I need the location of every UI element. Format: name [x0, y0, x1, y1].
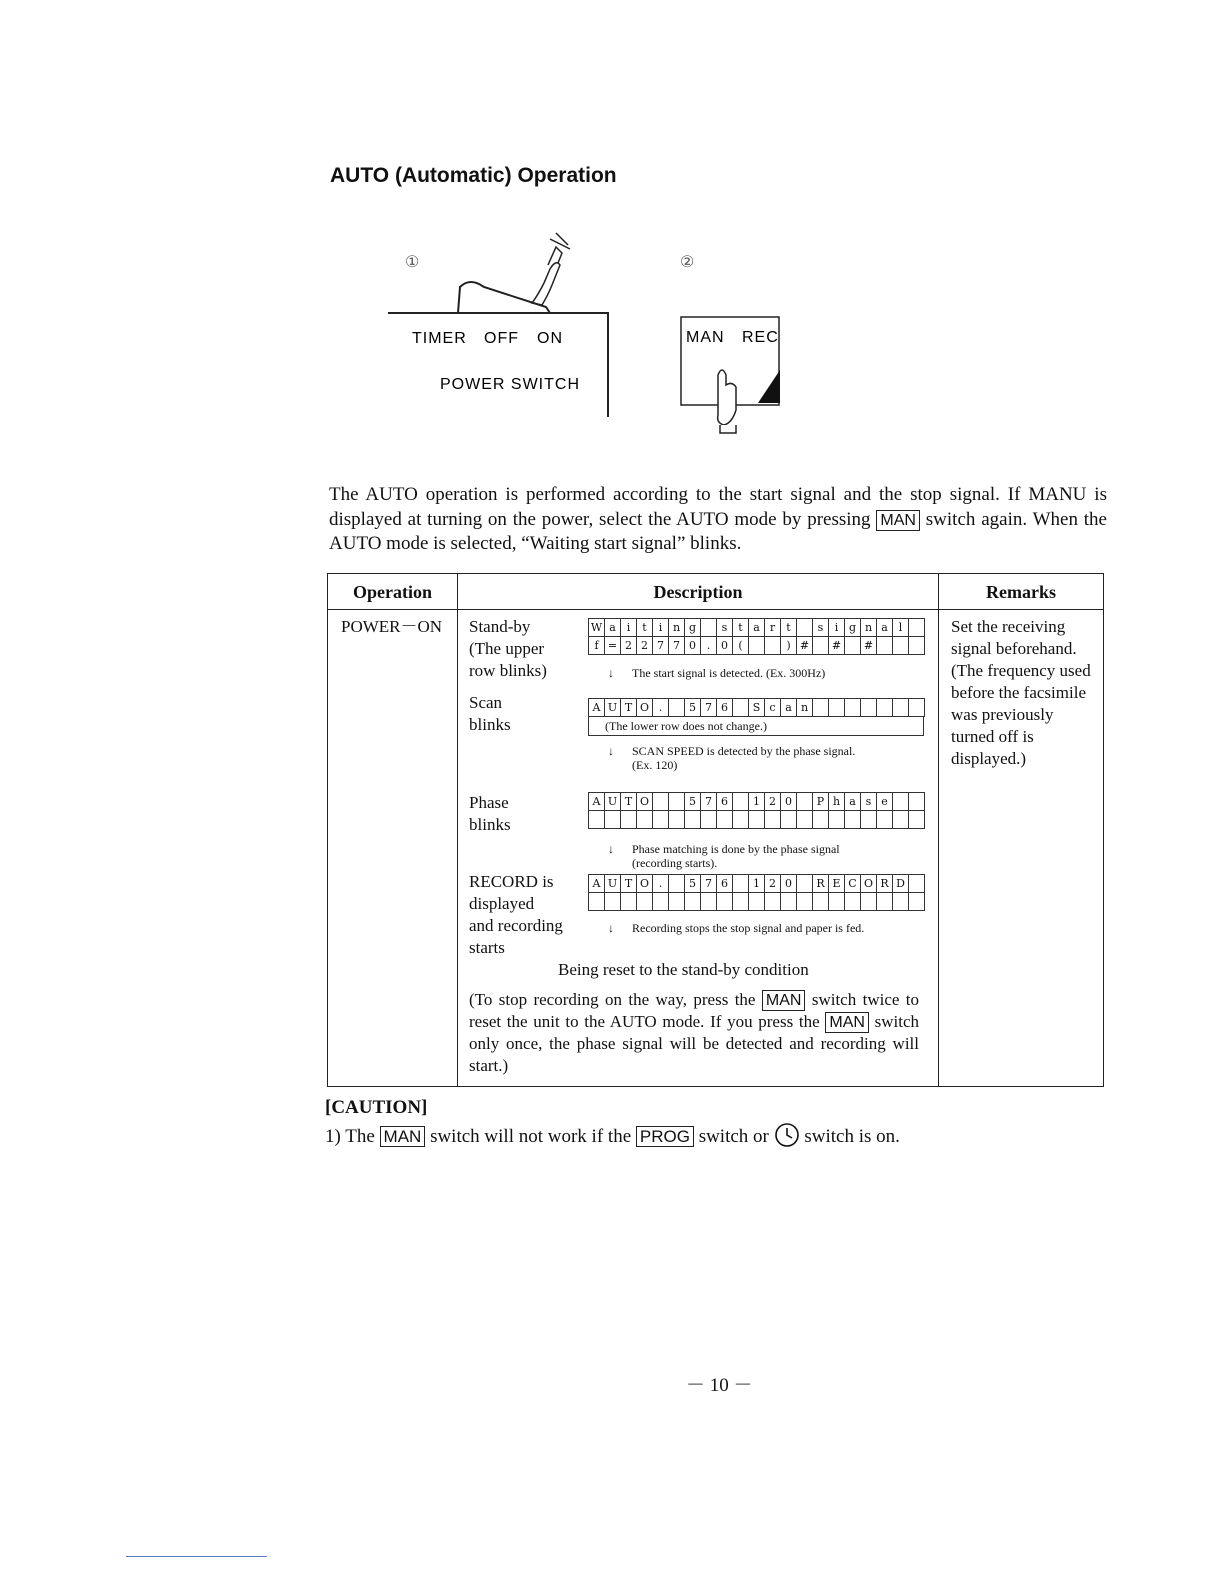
intro-part1: The AUTO operation is performed according to the start signal and the stop signal. If MANU is displayed at turning on the power, select the AUTO mode by pressing: [329, 484, 1107, 530]
lcd-cell: #: [797, 637, 813, 655]
lcd-cell: [637, 811, 653, 829]
page-number: － 10 －: [686, 1375, 753, 1396]
lcd-cell: [829, 811, 845, 829]
lcd-cell: A: [589, 875, 605, 893]
lcd-cell: [605, 893, 621, 911]
lcd-cell: [861, 811, 877, 829]
lcd-cell: 1: [749, 875, 765, 893]
lcd-cell: .: [653, 875, 669, 893]
lcd-cell: (: [733, 637, 749, 655]
lcd-cell: [669, 893, 685, 911]
lcd-cell: T: [621, 793, 637, 811]
lcd-cell: [717, 811, 733, 829]
lcd-cell: [733, 875, 749, 893]
lcd-cell: r: [765, 619, 781, 637]
stop-instructions: (To stop recording on the way, press the MAN switch twice to reset the unit to the AUTO mode. If you press the MAN switch only once, the phase signal will be detected and recording will start.): [469, 990, 920, 1075]
lcd-cell: t: [781, 619, 797, 637]
lcd-cell: [845, 893, 861, 911]
lcd-cell: ): [781, 637, 797, 655]
lcd-cell: [685, 893, 701, 911]
lcd-cell: 6: [717, 699, 733, 717]
lcd-cell: s: [813, 619, 829, 637]
lcd-cell: [893, 811, 909, 829]
lcd-cell: #: [829, 637, 845, 655]
intro-paragraph: [329, 483, 1107, 557]
lcd-cell: [877, 699, 893, 717]
lcd-cell: [909, 699, 925, 717]
lcd-cell: [733, 793, 749, 811]
lcd-cell: O: [637, 793, 653, 811]
record-label: RECORD is displayed and recording starts: [469, 872, 563, 957]
lcd-cell: [765, 811, 781, 829]
header-remarks: Remarks: [986, 582, 1056, 602]
step-1-marker: ①: [405, 252, 420, 271]
man-key: MAN: [876, 510, 920, 531]
display-phase: [588, 792, 925, 829]
lcd-cell: [845, 637, 861, 655]
lcd-cell: [813, 699, 829, 717]
lcd-cell: 0: [781, 875, 797, 893]
lcd-cell: i: [829, 619, 845, 637]
lcd-cell: 2: [765, 793, 781, 811]
note-recording-stops: ↓ Recording stops the stop signal and paper is fed.: [608, 921, 865, 935]
lcd-cell: [765, 637, 781, 655]
lcd-cell: [845, 699, 861, 717]
lcd-cell: C: [845, 875, 861, 893]
on-label: ON: [537, 330, 563, 347]
man-key-caution: MAN: [380, 1126, 426, 1147]
lcd-cell: [893, 637, 909, 655]
lcd-cell: [797, 793, 813, 811]
lcd-cell: [749, 811, 765, 829]
lcd-cell: [765, 893, 781, 911]
lcd-cell: 0: [781, 793, 797, 811]
lcd-cell: O: [861, 875, 877, 893]
lcd-cell: 0: [685, 637, 701, 655]
lcd-cell: .: [701, 637, 717, 655]
off-label: OFF: [484, 330, 519, 347]
pointing-hand-icon: [532, 233, 570, 305]
rec-indicator-icon: [758, 370, 780, 403]
lcd-cell: [813, 893, 829, 911]
prog-key-caution: PROG: [636, 1126, 694, 1147]
display-scan: [588, 698, 925, 717]
lcd-cell: [909, 619, 925, 637]
man-key-inline-2: MAN: [825, 1012, 869, 1033]
lcd-cell: [749, 637, 765, 655]
lcd-cell: U: [605, 793, 621, 811]
lcd-cell: s: [861, 793, 877, 811]
lcd-cell: a: [749, 619, 765, 637]
lcd-cell: U: [605, 699, 621, 717]
lcd-cell: [893, 793, 909, 811]
lcd-cell: [653, 811, 669, 829]
man-key-label: MAN: [686, 329, 725, 346]
timer-label: TIMER: [412, 330, 467, 347]
lcd-cell: 2: [621, 637, 637, 655]
lcd-cell: g: [845, 619, 861, 637]
lcd-cell: [669, 875, 685, 893]
operation-power-on: POWER－ON: [341, 617, 443, 636]
lcd-cell: 7: [701, 699, 717, 717]
lcd-cell: n: [797, 699, 813, 717]
lcd-cell: O: [637, 699, 653, 717]
lcd-cell: a: [845, 793, 861, 811]
lcd-cell: 0: [717, 637, 733, 655]
caution-title: [CAUTION]: [325, 1097, 428, 1118]
intro-part2: switch again. When the AUTO mode is selected, “Waiting start signal” blinks.: [329, 508, 1107, 554]
power-switch-label: POWER SWITCH: [440, 376, 580, 393]
lcd-cell: [829, 699, 845, 717]
lcd-cell: [877, 811, 893, 829]
remarks-text: Set the receiving signal beforehand. (The frequency used before the facsimile was previously turned off is displayed.): [951, 617, 1091, 768]
lcd-cell: [621, 811, 637, 829]
lcd-cell: 5: [685, 793, 701, 811]
lcd-cell: [717, 893, 733, 911]
display-standby: [588, 618, 925, 655]
note-phase-matching: ↓ Phase matching is done by the phase signal (recording starts).: [608, 842, 840, 870]
lcd-cell: [653, 893, 669, 911]
lcd-cell: [813, 811, 829, 829]
lcd-cell: l: [893, 619, 909, 637]
lcd-cell: s: [717, 619, 733, 637]
lcd-cell: [813, 637, 829, 655]
lcd-cell: [701, 893, 717, 911]
lcd-cell: [909, 811, 925, 829]
display-record: [588, 874, 925, 911]
lcd-cell: [909, 793, 925, 811]
caution-item-1: 1) The MAN switch will not work if the PROG switch or switch is on.: [325, 1122, 900, 1148]
lcd-cell: [909, 875, 925, 893]
lcd-cell: i: [621, 619, 637, 637]
lcd-cell: 2: [637, 637, 653, 655]
lcd-cell: R: [877, 875, 893, 893]
standby-label: Stand-by (The upper row blinks): [469, 617, 547, 680]
lcd-cell: U: [605, 875, 621, 893]
lcd-cell: g: [685, 619, 701, 637]
lcd-cell: [797, 875, 813, 893]
lcd-cell: .: [653, 699, 669, 717]
clock-icon: [774, 1122, 800, 1148]
lcd-cell: A: [589, 793, 605, 811]
lcd-cell: c: [765, 699, 781, 717]
lcd-cell: 6: [717, 875, 733, 893]
lcd-cell: 7: [701, 793, 717, 811]
lcd-cell: W: [589, 619, 605, 637]
lcd-cell: [861, 699, 877, 717]
header-operation: Operation: [353, 582, 432, 602]
lcd-cell: [605, 811, 621, 829]
lcd-cell: R: [813, 875, 829, 893]
pressing-finger-icon: [718, 370, 736, 433]
lcd-cell: [669, 699, 685, 717]
lcd-cell: n: [861, 619, 877, 637]
display-scan-subnote: (The lower row does not change.): [588, 717, 924, 736]
lcd-cell: [589, 893, 605, 911]
lcd-cell: T: [621, 699, 637, 717]
lcd-cell: [637, 893, 653, 911]
lcd-cell: A: [589, 699, 605, 717]
lcd-cell: [701, 811, 717, 829]
lcd-cell: [845, 811, 861, 829]
rec-key-label: REC: [742, 329, 779, 346]
lcd-cell: a: [877, 619, 893, 637]
lcd-cell: [797, 811, 813, 829]
lcd-cell: P: [813, 793, 829, 811]
lcd-cell: 6: [717, 793, 733, 811]
lcd-cell: D: [893, 875, 909, 893]
lcd-cell: [797, 619, 813, 637]
note-scan-speed: ↓ SCAN SPEED is detected by the phase signal. (Ex. 120): [608, 744, 856, 772]
lcd-cell: [685, 811, 701, 829]
lcd-cell: [909, 893, 925, 911]
lcd-cell: [877, 637, 893, 655]
lcd-cell: [733, 893, 749, 911]
footer-rule: [126, 1556, 267, 1557]
lcd-cell: [829, 893, 845, 911]
header-description: Description: [653, 582, 743, 602]
lcd-cell: 1: [749, 793, 765, 811]
lcd-cell: 2: [765, 875, 781, 893]
lcd-cell: =: [605, 637, 621, 655]
reset-text: Being reset to the stand-by condition: [558, 960, 809, 979]
lcd-cell: [861, 893, 877, 911]
lcd-cell: i: [653, 619, 669, 637]
lcd-cell: [893, 699, 909, 717]
step-2-marker: ②: [680, 252, 695, 271]
lcd-cell: [701, 619, 717, 637]
lcd-cell: e: [877, 793, 893, 811]
phase-label: Phase blinks: [469, 793, 511, 834]
lcd-cell: 7: [669, 637, 685, 655]
lcd-cell: [733, 699, 749, 717]
lcd-cell: T: [621, 875, 637, 893]
lcd-cell: [621, 893, 637, 911]
lcd-cell: f: [589, 637, 605, 655]
lcd-cell: [877, 893, 893, 911]
note-start-signal: ↓ The start signal is detected. (Ex. 300Hz): [608, 666, 826, 680]
power-switch-illustration: [380, 225, 800, 450]
lcd-cell: [797, 893, 813, 911]
operation-table: [327, 573, 1104, 1087]
lcd-cell: [733, 811, 749, 829]
lcd-cell: a: [605, 619, 621, 637]
lcd-cell: 7: [653, 637, 669, 655]
lcd-cell: [781, 811, 797, 829]
lcd-cell: 5: [685, 875, 701, 893]
lcd-cell: [749, 893, 765, 911]
lcd-cell: [653, 793, 669, 811]
lcd-cell: O: [637, 875, 653, 893]
lcd-cell: S: [749, 699, 765, 717]
lcd-cell: h: [829, 793, 845, 811]
lcd-cell: #: [861, 637, 877, 655]
lcd-cell: [669, 793, 685, 811]
lcd-cell: 5: [685, 699, 701, 717]
man-key-inline-1: MAN: [762, 990, 806, 1011]
lcd-cell: t: [733, 619, 749, 637]
scan-label: Scan blinks: [469, 693, 511, 734]
lcd-cell: [781, 893, 797, 911]
lcd-cell: t: [637, 619, 653, 637]
lcd-cell: a: [781, 699, 797, 717]
lcd-cell: [589, 811, 605, 829]
lcd-cell: [909, 637, 925, 655]
lcd-cell: [669, 811, 685, 829]
lcd-cell: E: [829, 875, 845, 893]
lcd-cell: n: [669, 619, 685, 637]
lcd-cell: [893, 893, 909, 911]
lcd-cell: 7: [701, 875, 717, 893]
page-heading: AUTO (Automatic) Operation: [330, 164, 617, 187]
